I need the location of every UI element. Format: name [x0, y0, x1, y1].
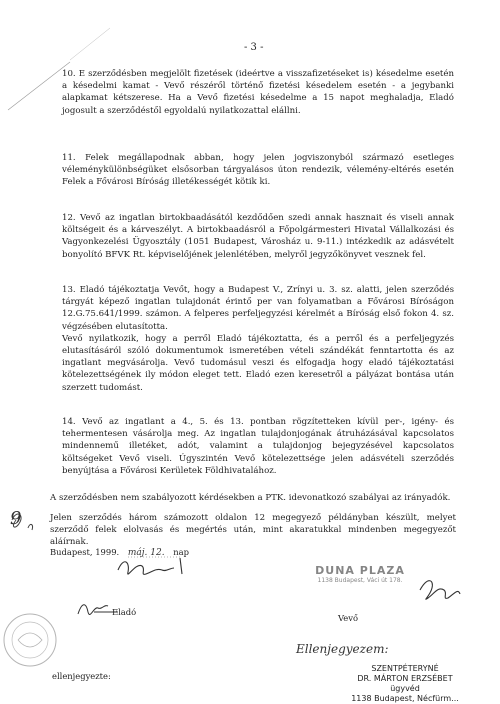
- lawyer-name-line-1: SZENTPÉTERYNÉ: [371, 664, 439, 673]
- scratch-line: [70, 28, 110, 60]
- clause-text: 12. Vevő az ingatlan birtokbaadásától kezdődően szedi annak hasznait és viseli annak költségeit és a kárveszélyt. A birtokbaadásról a Főpolgármesteri Hivatal Vállalkozási és Vagyonkezelési Ügyosztály (1051 Budapest, Városház u. 9-11.) intézkedik az adásvételt bonyolító BFVK Rt. képviselőjének jelenlétében, melyről jegyzőkönyvet vesznek fel.: [62, 213, 454, 260]
- seller-label: Eladó: [112, 607, 137, 617]
- date-handwritten: máj. 12.: [127, 548, 165, 558]
- seal-stamp: [4, 614, 56, 666]
- clause-11: [62, 152, 454, 189]
- countersign-handwritten: Ellenjegyezem:: [296, 642, 389, 656]
- date-prefix: Budapest, 1999.: [50, 547, 120, 557]
- margin-number-handwritten: 9: [10, 508, 22, 529]
- lawyer-address: 1138 Budapest, Nécfürm...: [351, 694, 459, 703]
- countersign-label: ellenjegyezte:: [52, 671, 111, 681]
- seller-signature: [118, 558, 182, 574]
- clause-14: [62, 416, 454, 477]
- page-number: - 3 -: [244, 42, 264, 53]
- clause-12: [62, 212, 454, 261]
- clause-10: [62, 68, 454, 117]
- clause-text: 14. Vevő az ingatlant a 4., 5. és 13. pontban rögzítetteken kívül per-, igény- és tehermentesen vásárolja meg. Az ingatlan tulajdonjogának átruházásával kapcsolatos mindennemű illetéket, adót, valamint a tulajdonjog bejegyzésével kapcsolatos költségeket Vevő viseli. Úgyszintén Vevő kötelezettsége jelen adásvételi szerződés benyújtása a Fővárosi Kerületek Földhivatalához.: [62, 417, 454, 476]
- lawyer-stamp: [330, 664, 480, 704]
- date-suffix: nap: [173, 547, 190, 557]
- scratch-line: [8, 62, 70, 110]
- clause-text: Vevő nyilatkozik, hogy a perről Eladó tájékoztatta, és a perről és a perfeljegyzés elutasításáról szóló dokumentumok ismeretében vételi szándékát fenntartotta és az ingatlant megvásárolja. Vevő tudomásul veszi és elfogadja hogy eladó tájékoztatási kötelezettségének ily módon eleget tett. Eladó ezen keresetről a pályázat bontása után szerzett tudomást.: [62, 333, 454, 393]
- stamp-company-name: DUNA PLAZA: [315, 564, 405, 577]
- clause-text: 10. E szerződésben megjelölt fizetések (ideértve a visszafizetéseket is) késedelme esetén a késedelmi kamat - Vevő részéről történő fizetési késedelem esetén - a jegybanki alapkamat kétszerese. Ha a Vevő fizetési késedelme a 15 napot meghaladja, Eladó jogosult a szerződéstől egyoldalú nyilatkozattal elállni.: [62, 69, 454, 116]
- clause-text: 13. Eladó tájékoztatja Vevőt, hogy a Budapest V., Zrínyi u. 3. sz. alatti, jelen szerződés tárgyát képező ingatlan tulajdonát érintő per van folyamatban a Fővárosi Bíróságon 12.G.75.641/1999. számon. A felperes perfeljegyzési kérelmét a Bíróság első fokon 4. sz. végzésében elutasította.: [62, 285, 454, 332]
- clause-13: [62, 284, 454, 394]
- buyer-label: Vevő: [338, 613, 359, 623]
- buyer-signature: [420, 581, 460, 600]
- lawyer-title: ügyvéd: [390, 684, 420, 693]
- clause-text: 11. Felek megállapodnak abban, hogy jelen jogviszonyból származó esetleges véleménykülönbségüket elsősorban tárgyalásos úton rendezik, vélemény-eltérés esetén Felek a Fővárosi Bíróság illetékességét kötik ki.: [62, 153, 454, 188]
- buyer-company-stamp: [310, 566, 410, 586]
- lawyer-name-line-2: DR. MÁRTON ERZSÉBET: [357, 674, 453, 683]
- ptk-clause: A szerződésben nem szabályozott kérdésekben a PTK. idevonatkozó szabályai az irányadók.: [50, 493, 451, 503]
- copies-clause: Jelen szerződés három számozott oldalon 12 megegyező példányban készült, melyet szerződő felek elolvasás és megértés után, mint akaratukkal mindenben megegyezőt aláírnak.: [50, 513, 456, 548]
- stamp-company-address: 1138 Budapest, Váci út 178.: [317, 577, 403, 584]
- date-line: [50, 547, 189, 559]
